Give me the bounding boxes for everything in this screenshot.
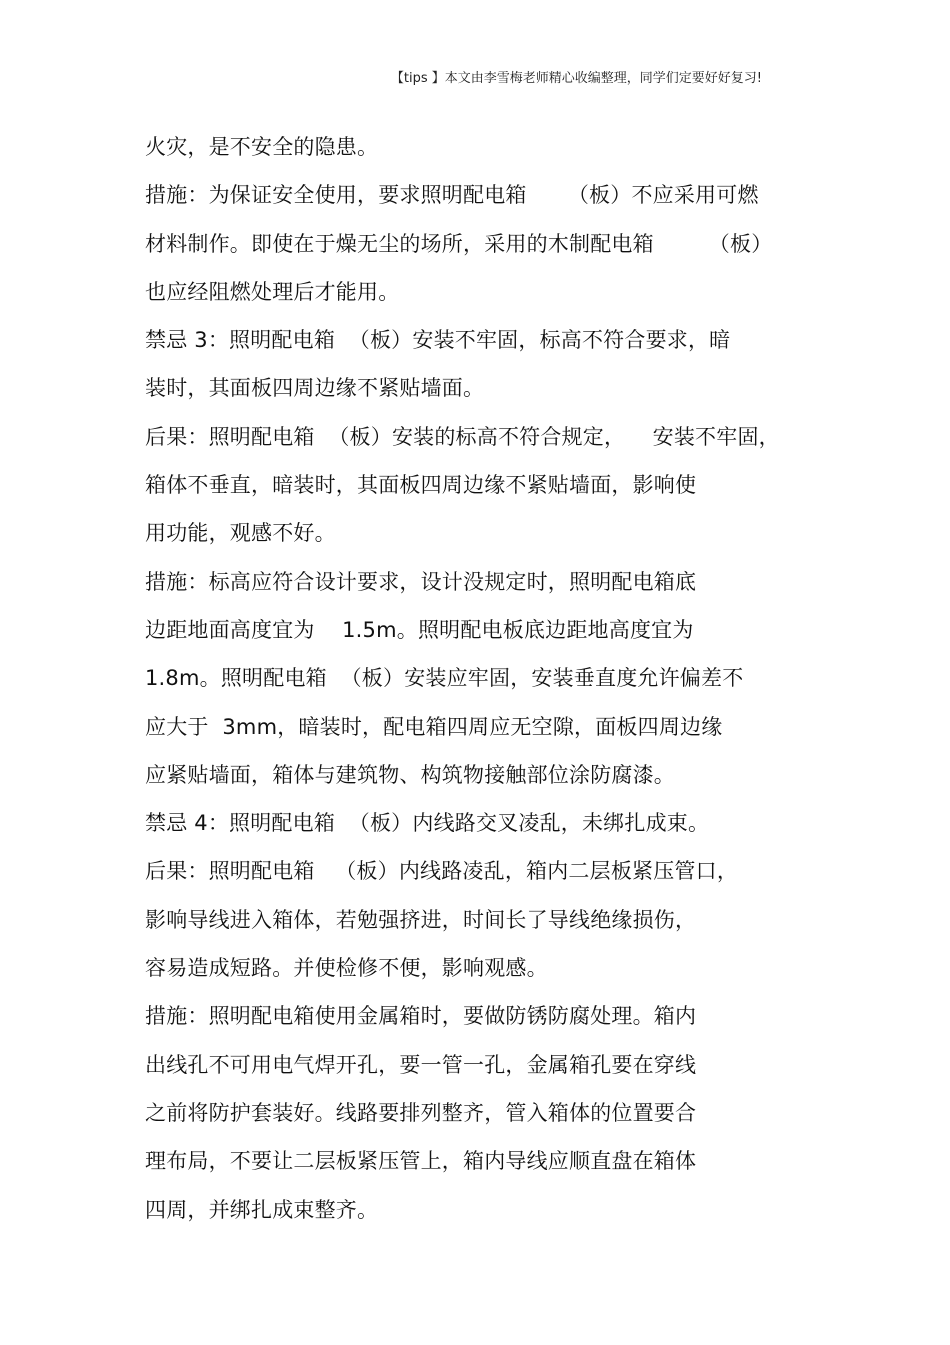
text-line: 禁忌 3：照明配电箱 （板）安装不牢固，标高不符合要求，暗	[145, 328, 731, 353]
text-line: 后果：照明配电箱 （板）安装的标高不符合规定， 安装不牢固，	[145, 424, 780, 449]
header-tip: 【tips 】本文由李雪梅老师精心收编整理，同学们定要好好复习!	[390, 71, 762, 86]
text-line: 火灾，是不安全的隐患。	[145, 135, 379, 159]
text-line: 影响导线进入箱体，若勉强挤进，时间长了导线绝缘损伤，	[145, 907, 697, 932]
text-line: 理布局，不要让二层板紧压管上，箱内导线应顺直盘在箱体	[145, 1149, 697, 1174]
text-line: 四周，并绑扎成束整齐。	[145, 1197, 379, 1222]
text-line: 应紧贴墙面，箱体与建筑物、构筑物接触部位涂防腐漆。	[145, 762, 675, 787]
text-line: 措施：照明配电箱使用金属箱时，要做防锈防腐处理。箱内	[145, 1004, 697, 1029]
text-line: 箱体不垂直，暗装时，其面板四周边缘不紧贴墙面，影响使	[145, 473, 697, 498]
text-line: 措施：为保证安全使用，要求照明配电箱 （板）不应采用可燃	[145, 183, 759, 208]
text-line: 1.8m。照明配电箱 （板）安装应牢固，安装垂直度允许偏差不	[145, 666, 744, 691]
text-line: 禁忌 4：照明配电箱 （板）内线路交叉凌乱，未绑扎成束。	[145, 811, 710, 836]
text-line: 也应经阻燃处理后才能用。	[145, 279, 400, 304]
text-line: 容易造成短路。并使检修不便，影响观感。	[145, 956, 548, 981]
text-line: 应大于 3mm，暗装时，配电箱四周应无空隙，面板四周边缘	[145, 714, 723, 739]
text-line: 用功能，观感不好。	[145, 521, 336, 546]
text-line: 之前将防护套装好。线路要排列整齐，管入箱体的位置要合	[145, 1100, 697, 1125]
text-line: 后果：照明配电箱 （板）内线路凌乱，箱内二层板紧压管口，	[145, 859, 739, 884]
text-line: 出线孔不可用电气焊开孔，要一管一孔，金属箱孔要在穿线	[145, 1052, 697, 1077]
text-line: 装时，其面板四周边缘不紧贴墙面。	[145, 376, 485, 401]
text-line: 措施：标高应符合设计要求，设计没规定时，照明配电箱底	[145, 569, 697, 594]
body-text	[145, 128, 835, 1239]
text-line: 材料制作。即使在于燥无尘的场所，采用的木制配电箱 （板）	[145, 231, 773, 256]
text-line: 边距地面高度宜为 1.5m。照明配电板底边距地高度宜为	[145, 617, 694, 642]
